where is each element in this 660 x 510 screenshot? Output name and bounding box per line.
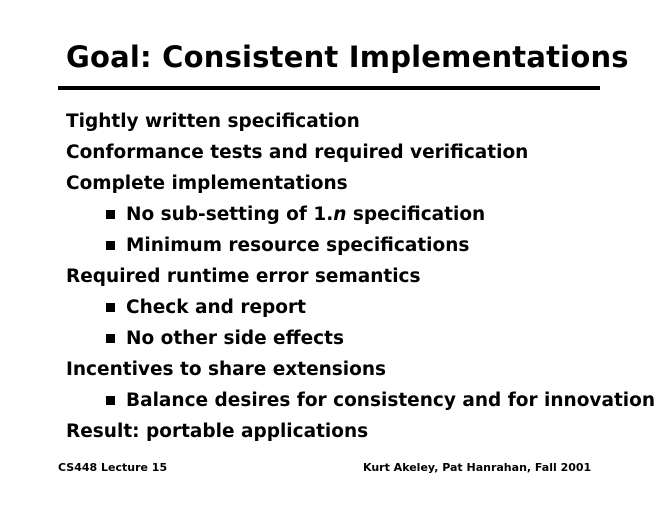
bullet-text-part: No sub-setting of 1. (126, 204, 334, 225)
bullet-item (66, 354, 386, 385)
square-bullet-icon (106, 334, 115, 343)
bullet-text: Tightly written specification (66, 111, 360, 132)
bullet-item (66, 137, 528, 168)
square-bullet-icon (106, 396, 115, 405)
square-bullet-icon (106, 210, 115, 219)
sub-bullet-item (106, 292, 306, 323)
bullet-text: Required runtime error semantics (66, 266, 421, 287)
footer-authors: Kurt Akeley, Pat Hanrahan, Fall 2001 (363, 461, 592, 474)
footer-course: CS448 Lecture 15 (58, 461, 168, 474)
bullet-text: Incentives to share extensions (66, 359, 387, 380)
sub-bullet-item (106, 385, 655, 416)
bullet-text: No other side effects (126, 328, 344, 349)
sub-bullet-item (106, 230, 469, 261)
bullet-text: Complete implementations (66, 173, 348, 194)
bullet-text: Result: portable applications (66, 421, 369, 442)
slide-title: Goal: Consistent Implementations (66, 40, 629, 74)
square-bullet-icon (106, 303, 115, 312)
bullet-text: Conformance tests and required verification (66, 142, 529, 163)
bullet-text: Balance desires for consistency and for innovation (126, 390, 656, 411)
bullet-item (66, 261, 421, 292)
sub-bullet-item (106, 323, 344, 354)
bullet-text: Check and report (126, 297, 306, 318)
bullet-text-italic: n (333, 204, 347, 225)
bullet-item (66, 106, 360, 137)
bullet-text: Minimum resource specifications (126, 235, 470, 256)
sub-bullet-item (106, 199, 485, 230)
square-bullet-icon (106, 241, 115, 250)
bullet-item (66, 168, 348, 199)
bullet-text-part: specification (346, 204, 486, 225)
bullet-item (66, 416, 368, 447)
title-divider (58, 86, 600, 90)
